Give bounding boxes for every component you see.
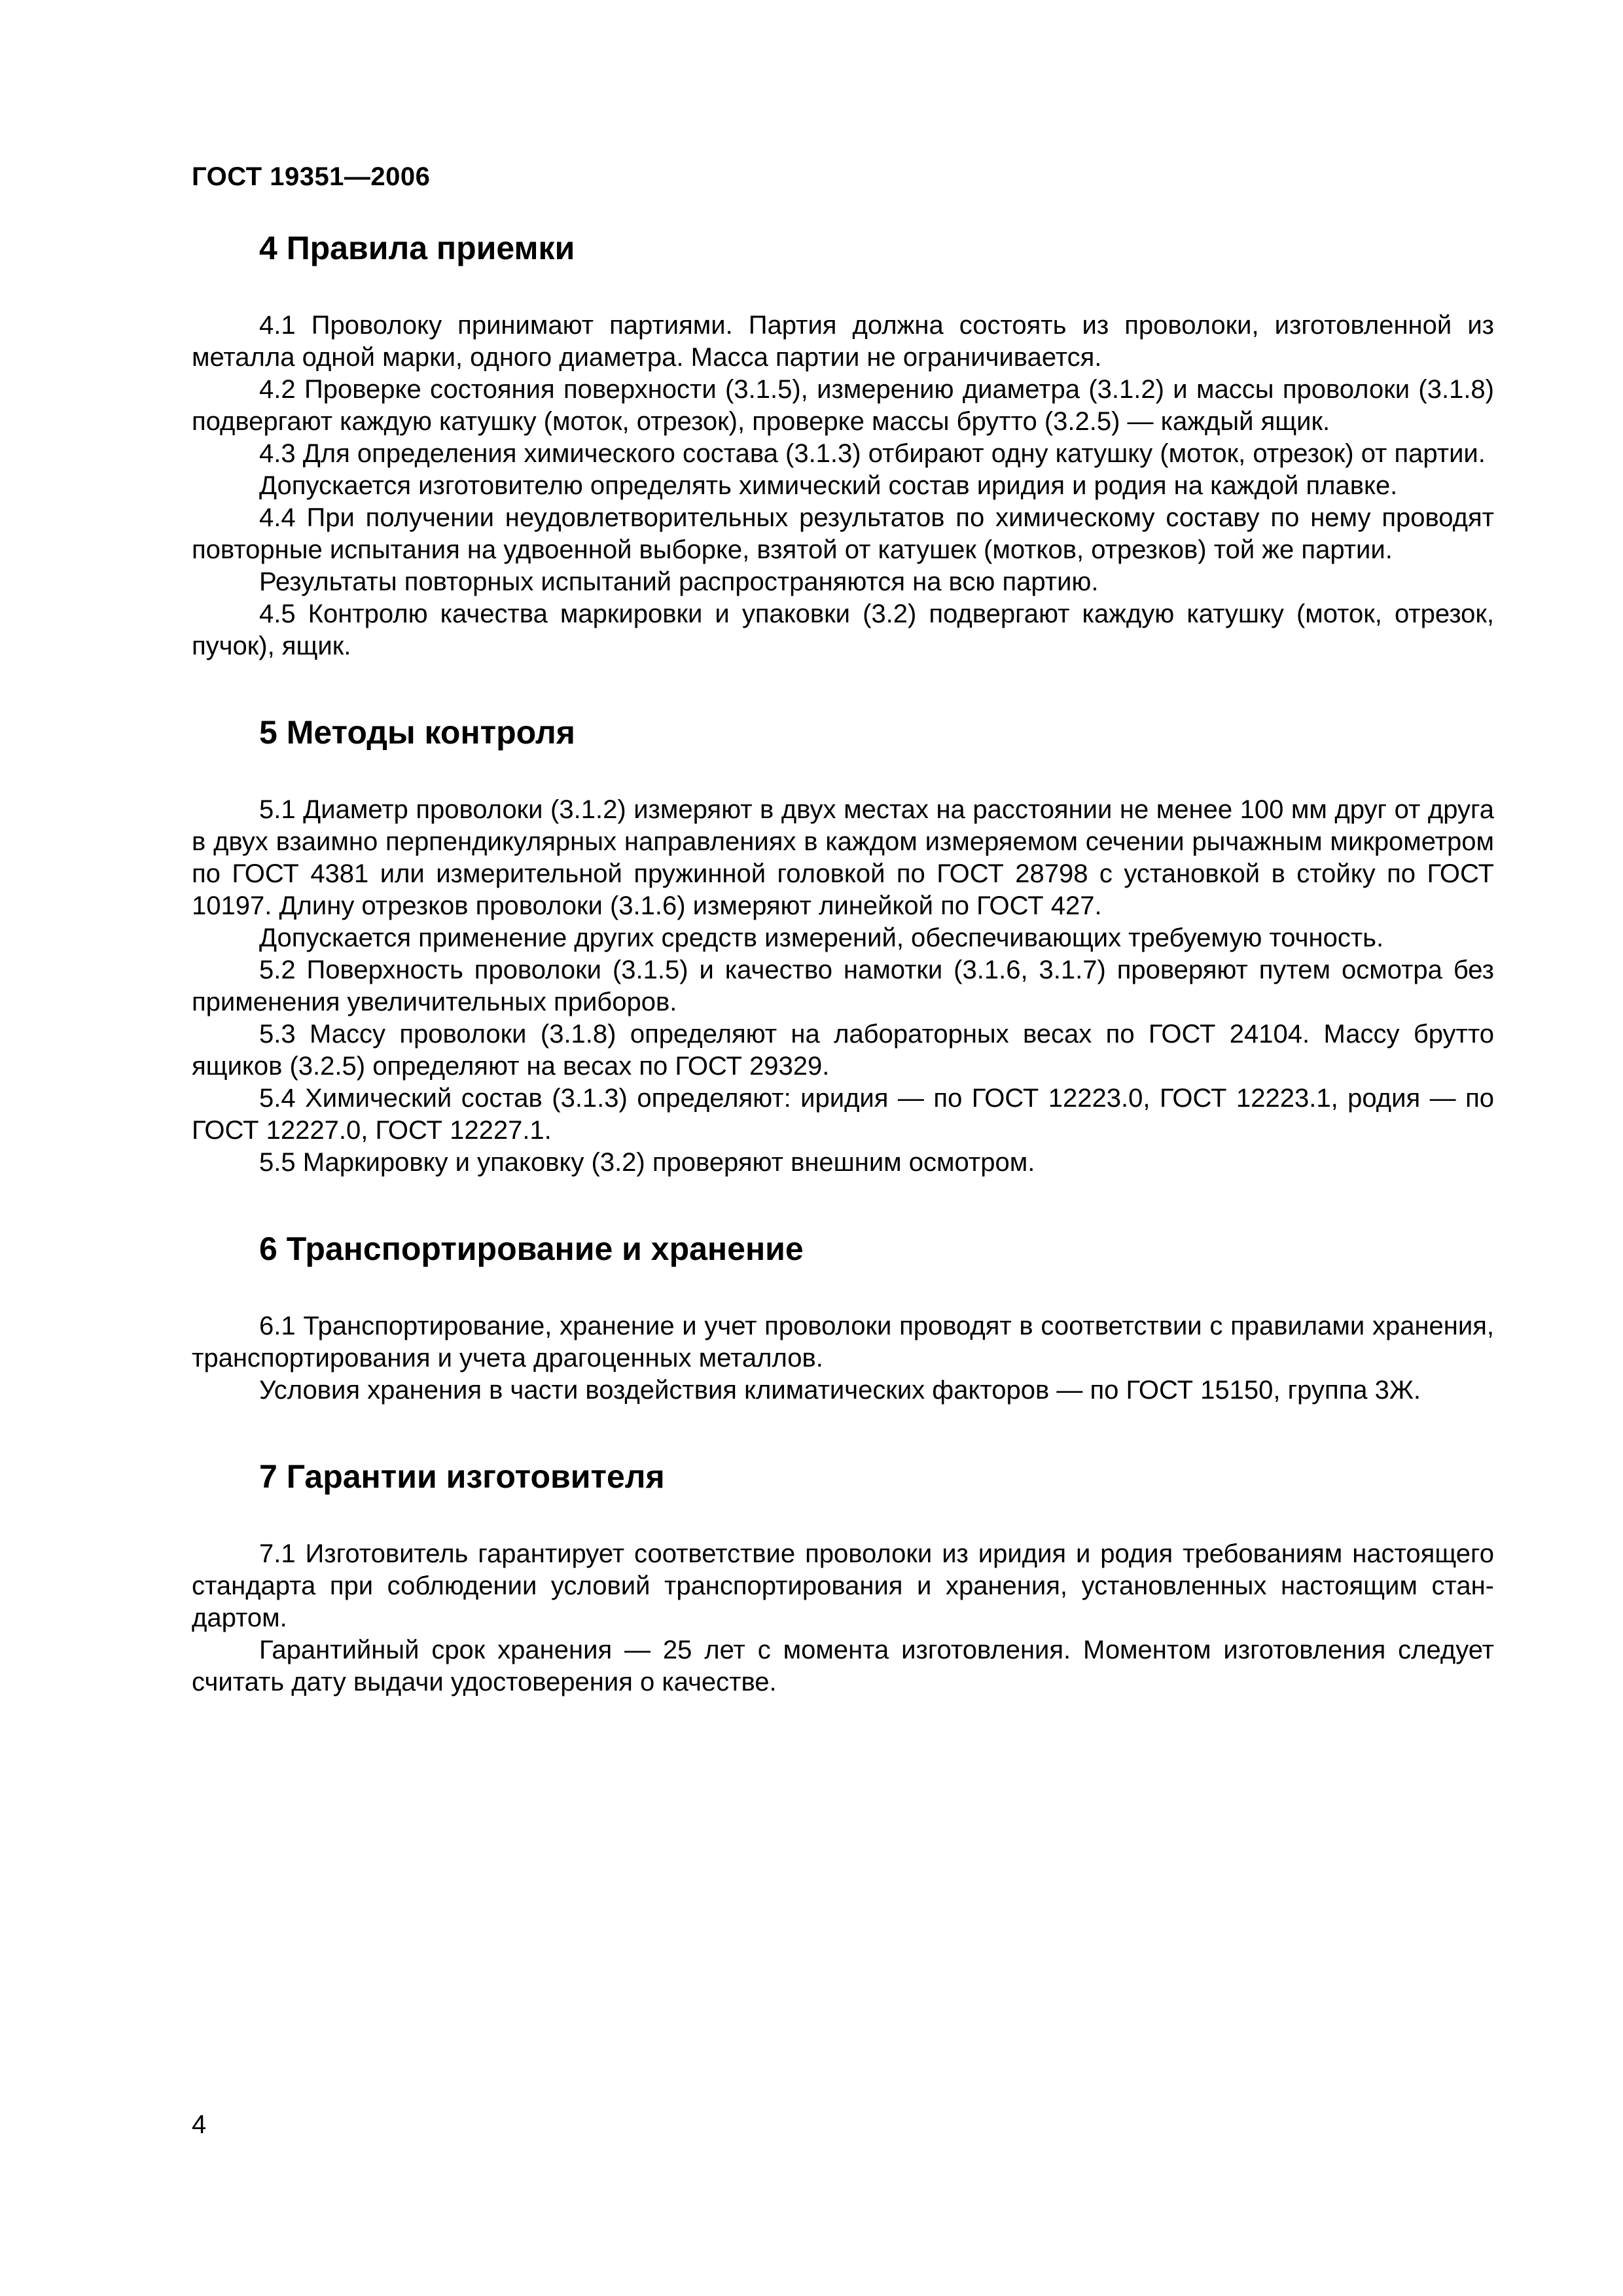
- paragraph: 4.4 При получении неудовлетворительных результатов по химическому составу по нему проводят повторные испытания на удвоенной выборке, взятой от катушек (мотков, отрезков) той же партии.: [192, 503, 1494, 564]
- paragraph: 7.1 Изготовитель гарантирует соответствие проволоки из иридия и родия требованиям настоящего стандарта при соблюдении условий транспортирования и хранения, установленных настоящим стандартом.: [192, 1539, 1494, 1632]
- section-title: 5 Методы контроля: [259, 714, 575, 751]
- paragraph: 4.5 Контролю качества маркировки и упаковки (3.2) подвергают каждую катушку (моток, отрезок, пучок), ящик.: [192, 600, 1494, 660]
- section-transport-storage: [192, 1229, 1494, 1407]
- paragraph: Допускается изготовителю определять химический состав иридия и родия на каждой плавке.: [259, 471, 1398, 500]
- paragraph: 5.3 Массу проволоки (3.1.8) определяют на лабораторных весах по ГОСТ 24104. Массу брутто ящиков (3.2.5) определяют на весах по ГОСТ 29329.: [192, 1020, 1494, 1081]
- paragraph: 4.2 Проверке состояния поверхности (3.1.5), измерению диаметра (3.1.2) и массы проволоки (3.1.8) подвергают каждую катушку (моток, отрезок), проверке массы брутто (3.2.5) — каждый ящик.: [192, 375, 1494, 436]
- paragraph: 5.4 Химический состав (3.1.3) определяют: иридия — по ГОСТ 12223.0, ГОСТ 12223.1, родия — по ГОСТ 12227.0, ГОСТ 12227.1.: [192, 1084, 1494, 1145]
- paragraph: 4.3 Для определения химического состава (3.1.3) отбирают одну катушку (моток, отрезок) от партии.: [259, 439, 1486, 468]
- paragraph: 5.5 Маркировку и упаковку (3.2) проверяют внешним осмотром.: [259, 1148, 1035, 1177]
- document-header: ГОСТ 19351—2006: [192, 162, 431, 191]
- section-title: 7 Гарантии изготовителя: [259, 1458, 665, 1495]
- document-body: [192, 228, 1494, 1748]
- paragraph: 4.1 Проволоку принимают партиями. Партия должна состоять из проволоки, изготовленной из металла одной марки, одного диаметра. Масса партии не ограничивается.: [192, 311, 1494, 372]
- section-title: 4 Правила приемки: [259, 230, 575, 266]
- section-title: 6 Транспортирование и хранение: [259, 1230, 804, 1267]
- paragraph: Условия хранения в части воздействия климатических факторов — по ГОСТ 15150, группа 3Ж.: [259, 1376, 1421, 1405]
- section-manufacturer-warranty: [192, 1456, 1494, 1698]
- section-control-methods: [192, 712, 1494, 1179]
- paragraph: Гарантийный срок хранения — 25 лет с момента изготовления. Моментом изготовления следует считать дату выдачи удостоверения о качестве.: [192, 1636, 1494, 1696]
- paragraph: Результаты повторных испытаний распространяются на всю партию.: [259, 567, 1099, 596]
- paragraph: 6.1 Транспортирование, хранение и учет проволоки проводят в соответствии с правилами хранения, транспортирования и учета драгоценных металлов.: [192, 1312, 1494, 1372]
- paragraph: 5.1 Диаметр проволоки (3.1.2) измеряют в двух местах на расстоянии не менее 100 мм друг от друга в двух взаимно перпендикулярных направлениях в каждом измеряемом сечении рычажным микрометром по ГОСТ 4381 или измерительной пружинной головкой по ГОСТ 28798 с установкой в стойку по ГОСТ 10197. Длину отрезков проволоки (3.1.6) измеряют линейкой по ГОСТ 427.: [192, 795, 1494, 920]
- paragraph: 5.2 Поверхность проволоки (3.1.5) и качество намотки (3.1.6, 3.1.7) проверяют путем осмотра без применения увеличительных приборов.: [192, 956, 1494, 1016]
- page-number: 4: [192, 2110, 207, 2139]
- section-acceptance-rules: [192, 228, 1494, 662]
- paragraph: Допускается применение других средств измерений, обеспечивающих требуемую точность.: [259, 924, 1384, 952]
